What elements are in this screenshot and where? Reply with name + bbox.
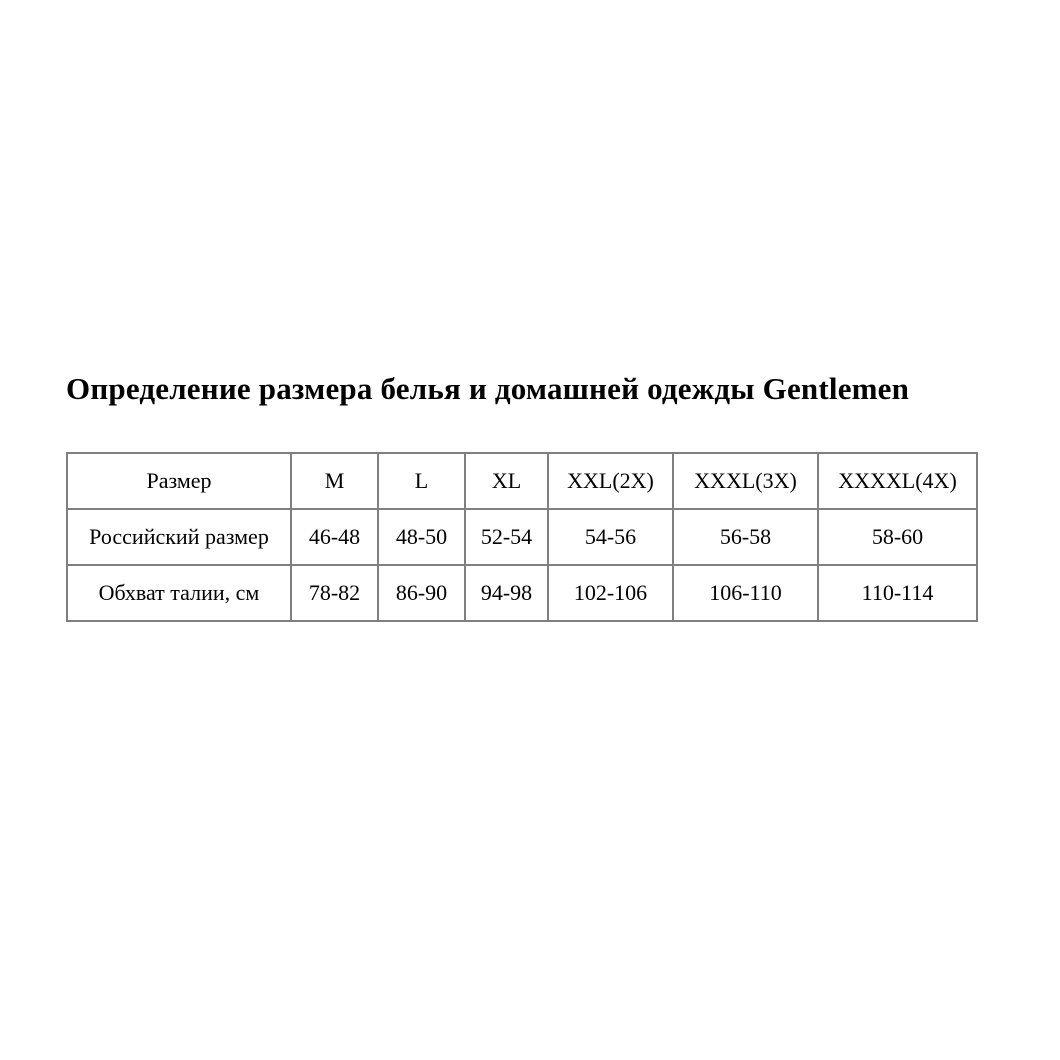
table-cell: 46-48	[291, 509, 378, 565]
table-row-russian-size	[67, 509, 977, 565]
table-cell: 48-50	[378, 509, 465, 565]
row-label-russian-size: Российский размер	[67, 509, 291, 565]
table-cell: 52-54	[465, 509, 548, 565]
row-label-size: Размер	[67, 453, 291, 509]
table-cell: 106-110	[673, 565, 818, 621]
table-cell: XXXL(3X)	[673, 453, 818, 509]
row-label-waist: Обхват талии, см	[67, 565, 291, 621]
table-cell: XXXXL(4X)	[818, 453, 977, 509]
table-cell: M	[291, 453, 378, 509]
table-cell: 78-82	[291, 565, 378, 621]
table-cell: 54-56	[548, 509, 673, 565]
table-cell: XL	[465, 453, 548, 509]
table-cell: 94-98	[465, 565, 548, 621]
table-cell: 102-106	[548, 565, 673, 621]
table-cell: L	[378, 453, 465, 509]
size-table	[66, 452, 978, 622]
table-cell: 86-90	[378, 565, 465, 621]
page-title: Определение размера белья и домашней одежды Gentlemen	[66, 371, 910, 406]
table-cell: XXL(2X)	[548, 453, 673, 509]
table-cell: 110-114	[818, 565, 977, 621]
table-cell: 58-60	[818, 509, 977, 565]
table-row-sizes	[67, 453, 977, 509]
table-row-waist	[67, 565, 977, 621]
table-cell: 56-58	[673, 509, 818, 565]
